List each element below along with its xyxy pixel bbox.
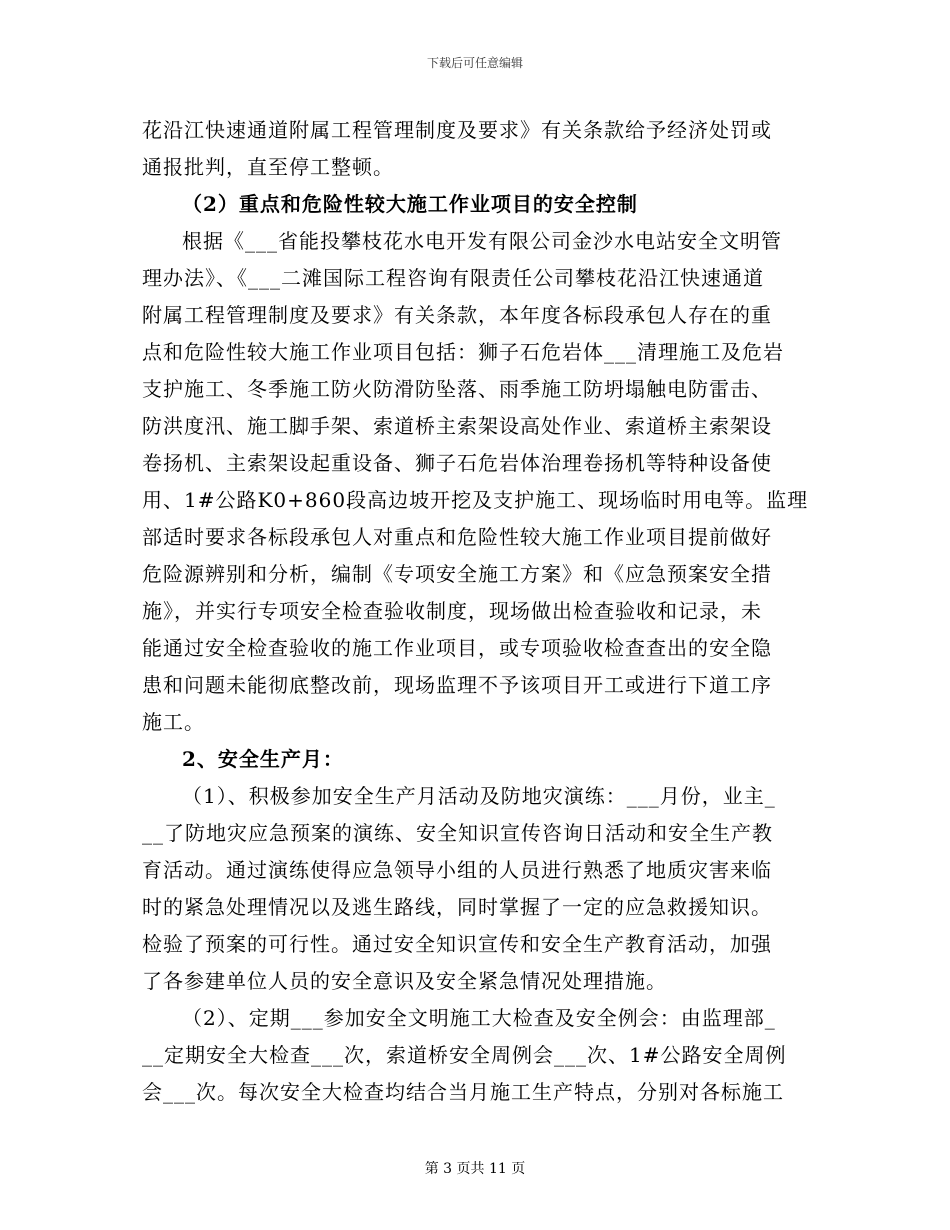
paragraph-line: （1）、积极参加安全生产月活动及防地灾演练：___月份，业主_ [182, 784, 776, 808]
paragraph-line: __了防地灾应急预案的演练、安全知识宣传咨询日活动和安全生产教 [142, 821, 773, 845]
paragraph-line: 理办法》、《___二滩国际工程咨询有限责任公司攀枝花沿江快速通道 [142, 266, 764, 290]
paragraph-line: （2）、定期___参加安全文明施工大检查及安全例会：由监理部_ [182, 1006, 776, 1030]
paragraph-line: 根据《___省能投攀枝花水电开发有限公司金沙水电站安全文明管 [182, 229, 782, 253]
paragraph-line: 通报批判，直至停工整顿。 [142, 155, 394, 179]
paragraph-line: 能通过安全检查验收的施工作业项目，或专项验收检查查出的安全隐 [142, 636, 772, 660]
paragraph-line: 施工。 [142, 710, 205, 734]
paragraph-line: 检验了预案的可行性。通过安全知识宣传和安全生产教育活动，加强 [142, 932, 772, 956]
paragraph-line: 支护施工、冬季施工防火防滑防坠落、雨季施工防坍塌触电防雷击、 [142, 377, 772, 401]
paragraph-line: 用、1#公路K0+860段高边坡开挖及支护施工、现场临时用电等。监理 [142, 488, 809, 512]
paragraph-line: 施》，并实行专项安全检查验收制度，现场做出检查验收和记录，未 [142, 599, 762, 623]
paragraph-line: 会___次。每次安全大检查均结合当月施工生产特点，分别对各标施工 [142, 1080, 784, 1104]
paragraph-line: 点和危险性较大施工作业项目包括：狮子石危岩体___清理施工及危岩 [142, 340, 784, 364]
page-footer: 第 3 页共 11 页 [424, 1161, 526, 1177]
paragraph-line: 了各参建单位人员的安全意识及安全紧急情况处理措施。 [142, 969, 667, 993]
paragraph-line: 患和问题未能彻底整改前，现场监理不予该项目开工或进行下道工序 [142, 673, 772, 697]
page-header: 下载后可任意编辑 [426, 56, 523, 70]
paragraph-line: 部适时要求各标段承包人对重点和危险性较大施工作业项目提前做好 [142, 525, 772, 549]
paragraph-line: 危险源辨别和分析，编制《专项安全施工方案》和《应急预案安全措 [142, 562, 772, 586]
document-body [142, 112, 808, 1111]
paragraph-line: 育活动。通过演练使得应急领导小组的人员进行熟悉了地质灾害来临 [142, 858, 772, 882]
paragraph-line: 花沿江快速通道附属工程管理制度及要求》有关条款给予经济处罚或 [142, 118, 772, 142]
paragraph-line: 附属工程管理制度及要求》有关条款，本年度各标段承包人存在的重 [142, 303, 772, 327]
section-heading-line: （2）重点和危险性较大施工作业项目的安全控制 [182, 192, 638, 216]
section-heading-line: 2、安全生产月： [182, 747, 344, 771]
paragraph-line: __定期安全大检查___次，索道桥安全周例会___次、1#公路安全周例 [142, 1043, 787, 1067]
paragraph-line: 防洪度汛、施工脚手架、索道桥主索架设高处作业、索道桥主索架设 [142, 414, 772, 438]
paragraph-line: 卷扬机、主索架设起重设备、狮子石危岩体治理卷扬机等特种设备使 [142, 451, 772, 475]
paragraph-line: 时的紧急处理情况以及逃生路线，同时掌握了一定的应急救援知识。 [142, 895, 772, 919]
